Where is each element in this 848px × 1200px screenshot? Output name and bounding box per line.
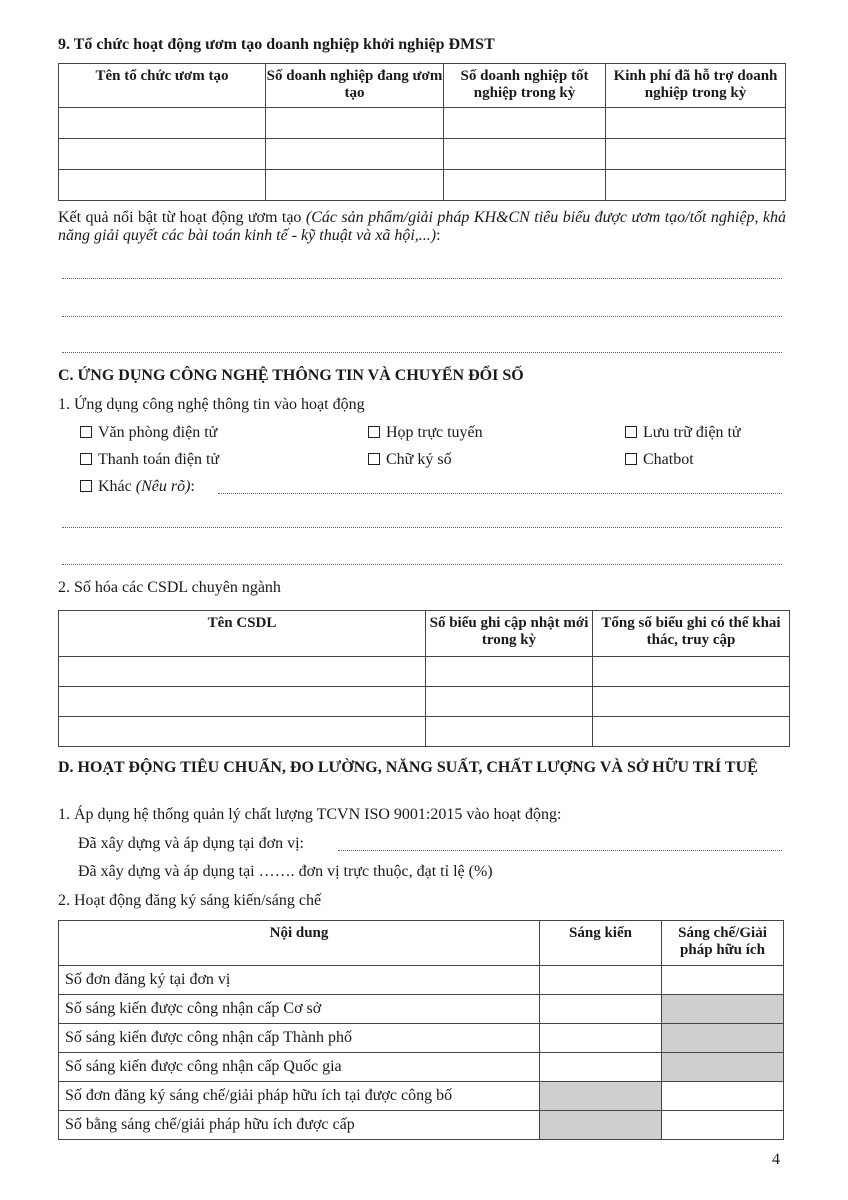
checkbox[interactable]: [368, 426, 380, 438]
col-header: Số doanh nghiệp đang ươm tạo: [266, 64, 444, 108]
table-cell[interactable]: [540, 995, 662, 1024]
table-cell[interactable]: [540, 1053, 662, 1082]
option-thanh-toan[interactable]: Thanh toán điện tử: [80, 451, 219, 469]
page-number: 4: [772, 1151, 780, 1168]
answer-line[interactable]: [62, 316, 782, 317]
table-cell[interactable]: [444, 139, 606, 170]
table-cell[interactable]: [59, 717, 426, 747]
option-chatbot[interactable]: Chatbot: [625, 451, 694, 469]
section-d-line1: Đã xây dựng và áp dụng tại đơn vị:: [78, 835, 304, 852]
checkbox[interactable]: [80, 480, 92, 492]
table-cell[interactable]: [662, 1082, 784, 1111]
row-label: Số đơn đăng ký tại đơn vị: [59, 966, 540, 995]
answer-line[interactable]: [62, 564, 782, 565]
table-cell[interactable]: [606, 170, 786, 201]
table-cell[interactable]: [266, 139, 444, 170]
table-row: [59, 1111, 784, 1140]
table-cell[interactable]: [426, 657, 593, 687]
table-row: [59, 657, 790, 687]
section-d-line2: Đã xây dựng và áp dụng tại ……. đơn vị trực thuộc, đạt tỉ lệ (%): [78, 863, 493, 880]
checkbox[interactable]: [80, 453, 92, 465]
table-cell[interactable]: [59, 657, 426, 687]
col-header: Kinh phí đã hỗ trợ doanh nghiệp trong kỳ: [606, 64, 786, 108]
table-cell[interactable]: [426, 717, 593, 747]
table-cell[interactable]: [444, 170, 606, 201]
shaded-cell: [662, 1024, 784, 1053]
table-cell[interactable]: [662, 966, 784, 995]
table-cell[interactable]: [266, 170, 444, 201]
option-hop-truc-tuyen[interactable]: Họp trực tuyến: [368, 424, 483, 442]
table-cell[interactable]: [59, 108, 266, 139]
table-cell[interactable]: [662, 1111, 784, 1140]
checkbox[interactable]: [625, 426, 637, 438]
table-cell[interactable]: [593, 687, 790, 717]
answer-line[interactable]: [62, 352, 782, 353]
table-cell[interactable]: [606, 108, 786, 139]
shaded-cell: [662, 1053, 784, 1082]
table-cell[interactable]: [606, 139, 786, 170]
section-d-item1: 1. Áp dụng hệ thống quản lý chất lượng TCVN ISO 9001:2015 vào hoạt động:: [58, 806, 562, 823]
row-label: Số sáng kiến được công nhận cấp Thành phố: [59, 1024, 540, 1053]
answer-line[interactable]: [62, 278, 782, 279]
col-header: Tổng số biểu ghi có thể khai thác, truy cập: [593, 611, 790, 657]
col-header: Sáng kiến: [540, 921, 662, 966]
table-cell[interactable]: [59, 687, 426, 717]
table-row: [59, 108, 786, 139]
table-row: [59, 139, 786, 170]
col-header: Tên tổ chức ươm tạo: [59, 64, 266, 108]
ip-table: [58, 920, 784, 1140]
table-cell[interactable]: [593, 717, 790, 747]
table-cell[interactable]: [593, 657, 790, 687]
option-khac[interactable]: Khác (Nêu rõ):: [80, 478, 195, 496]
note-prefix: Kết quả nổi bật từ hoạt động ươm tạo: [58, 209, 306, 226]
answer-line[interactable]: [338, 850, 782, 851]
section-9-title: 9. Tổ chức hoạt động ươm tạo doanh nghiệp khởi nghiệp ĐMST: [58, 36, 495, 53]
row-label: Số sáng kiến được công nhận cấp Quốc gia: [59, 1053, 540, 1082]
col-header: Tên CSDL: [59, 611, 426, 657]
row-label: Số sáng kiến được công nhận cấp Cơ sở: [59, 995, 540, 1024]
table-cell[interactable]: [540, 966, 662, 995]
checkbox[interactable]: [80, 426, 92, 438]
col-header: Số biểu ghi cập nhật mới trong kỳ: [426, 611, 593, 657]
table-row: [59, 687, 790, 717]
note-suffix: :: [436, 227, 441, 244]
col-header: Số doanh nghiệp tốt nghiệp trong kỳ: [444, 64, 606, 108]
table-cell[interactable]: [426, 687, 593, 717]
table-row: [59, 1024, 784, 1053]
table-row: [59, 170, 786, 201]
table-cell[interactable]: [444, 108, 606, 139]
shaded-cell: [540, 1082, 662, 1111]
row-label: Số bằng sáng chế/giải pháp hữu ích được cấp: [59, 1111, 540, 1140]
section-c-item2: 2. Số hóa các CSDL chuyên ngành: [58, 579, 281, 596]
table-cell[interactable]: [540, 1024, 662, 1053]
table-row: [59, 1082, 784, 1111]
section-d-title: D. HOẠT ĐỘNG TIÊU CHUẨN, ĐO LƯỜNG, NĂNG SUẤT, CHẤT LƯỢNG VÀ SỞ HỮU TRÍ TUỆ: [58, 759, 758, 776]
option-van-phong[interactable]: Văn phòng điện tử: [80, 424, 217, 442]
table-row: [59, 995, 784, 1024]
database-table: [58, 610, 790, 747]
section-c-item1: 1. Ứng dụng công nghệ thông tin vào hoạt động: [58, 396, 365, 413]
note-italic: (Các sản phẩm/giải pháp KH&CN tiêu biểu được ươm tạo/tốt nghiệp, khả năng giải quyết các bài toán kinh tế - kỹ thuật và xã hội,...): [58, 209, 787, 244]
table-row: [59, 966, 784, 995]
section-d-item2: 2. Hoạt động đăng ký sáng kiến/sáng chế: [58, 892, 322, 909]
option-chu-ky-so[interactable]: Chữ ký số: [368, 451, 452, 469]
shaded-cell: [540, 1111, 662, 1140]
option-luu-tru[interactable]: Lưu trữ điện tử: [625, 424, 741, 442]
col-header: Nội dung: [59, 921, 540, 966]
answer-line[interactable]: [62, 527, 782, 528]
checkbox[interactable]: [368, 453, 380, 465]
table-cell[interactable]: [59, 139, 266, 170]
other-answer-line[interactable]: [218, 493, 782, 494]
incubation-note: [58, 209, 786, 245]
table-row: [59, 717, 790, 747]
table-row: [59, 1053, 784, 1082]
section-c-title: C. ỨNG DỤNG CÔNG NGHỆ THÔNG TIN VÀ CHUYỂN ĐỔI SỐ: [58, 367, 524, 384]
table-cell[interactable]: [266, 108, 444, 139]
row-label: Số đơn đăng ký sáng chế/giải pháp hữu ích tại được công bố: [59, 1082, 540, 1111]
table-cell[interactable]: [59, 170, 266, 201]
col-header: Sáng chế/Giải pháp hữu ích: [662, 921, 784, 966]
checkbox[interactable]: [625, 453, 637, 465]
shaded-cell: [662, 995, 784, 1024]
incubation-table: [58, 63, 786, 201]
